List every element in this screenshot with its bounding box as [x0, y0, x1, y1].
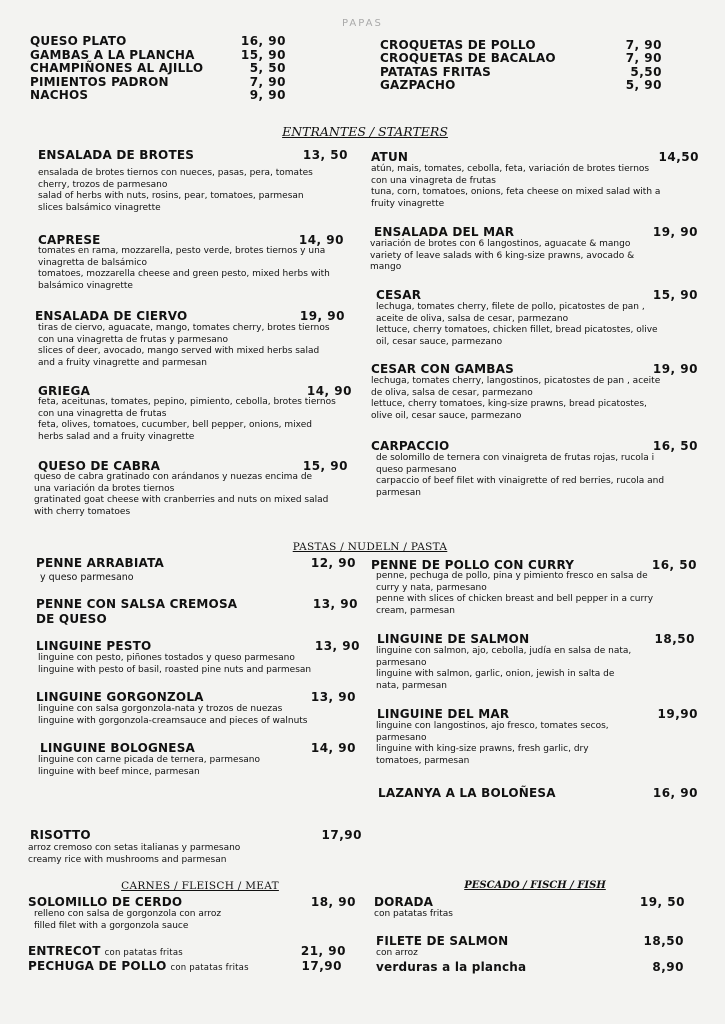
menu-item: PECHUGA DE POLLO con patatas fritas 17,90	[28, 959, 342, 973]
menu-item: QUESO PLATO 16, 90	[30, 34, 286, 48]
item-description: atún, mais, tomates, cebolla, feta, variación de brotes tiernos con una vinagreta de frutas tuna, corn, tomatoes, onions, feta cheese on mixed salad with a fruity vinagrette	[371, 164, 661, 209]
menu-item: CROQUETAS DE BACALAO 7, 90	[380, 51, 662, 65]
menu-item: CESAR 15, 90	[376, 288, 698, 302]
item-description: lechuga, tomates cherry, langostinos, picatostes de pan , aceite de oliva, salsa de cesar, parmezano lettuce, cherry tomatoes, king-size prawns, bread picatostes, olive oil, cesar sauce, parmezano	[371, 376, 661, 421]
menu-item: ENTRECOT con patatas fritas 21, 90	[28, 944, 346, 958]
menu-item: CHAMPIÑONES AL AJILLO 5, 50	[30, 61, 286, 75]
item-description: linguine con carne picada de ternera, parmesano linguine with beef mince, parmesan	[38, 755, 261, 777]
menu-item: DORADA 19, 50	[374, 895, 685, 909]
item-description: lechuga, tomates cherry, filete de pollo, picatostes de pan , aceite de oliva, salsa de cesar, parmezano lettuce, cherry tomatoes, chicken fillet, bread picatostes, olive oil, cesar sauce, parmezano	[376, 302, 658, 347]
item-description: y queso parmesano	[40, 572, 134, 583]
section-title-starters: ENTRANTES / STARTERS	[282, 124, 448, 139]
menu-item: LINGUINE PESTO 13, 90	[36, 639, 360, 653]
item-description: linguine con langostinos, ajo fresco, tomates secos, parmesano linguine with king-size prawns, fresh garlic, dry tomatoes, parmesan	[376, 721, 609, 766]
item-description: con patatas fritas	[374, 909, 453, 919]
menu-item: NACHOS 9, 90	[30, 88, 286, 102]
menu-item: GAMBAS A LA PLANCHA 15, 90	[30, 48, 286, 62]
menu-item: GRIEGA 14, 90	[38, 384, 352, 398]
menu-item: LAZANYA A LA BOLOÑESA 16, 90	[378, 786, 698, 800]
menu-item: SOLOMILLO DE CERDO 18, 90	[28, 895, 356, 909]
menu-item: ENSALADA DE CIERVO 19, 90	[35, 309, 345, 323]
section-title-pastas: PASTAS / NUDELN / PASTA	[292, 541, 448, 553]
menu-item: PENNE CON SALSA CREMOSA DE QUESO 13, 90	[36, 597, 358, 626]
menu-item: LINGUINE DE SALMON 18,50	[377, 632, 695, 646]
item-description: con arroz	[376, 948, 418, 958]
menu-item: ENSALADA DEL MAR 19, 90	[374, 225, 698, 239]
menu-item: PENNE ARRABIATA 12, 90	[36, 556, 356, 570]
menu-item: verduras a la plancha 8,90	[376, 960, 684, 974]
item-description: feta, aceitunas, tomates, pepino, pimiento, cebolla, brotes tiernos con una vinagretta de frutas feta, olives, tomatoes, cucumber, bell pepper, onions, mixed herbs salad and a fruity vinagrette	[38, 397, 336, 442]
menu-item: LINGUINE GORGONZOLA 13, 90	[36, 690, 356, 704]
menu-item: CAPRESE 14, 90	[38, 233, 344, 247]
menu-item: CARPACCIO 16, 50	[371, 439, 698, 453]
menu-item: CROQUETAS DE POLLO 7, 90	[380, 38, 662, 52]
item-description: tiras de ciervo, aguacate, mango, tomates cherry, brotes tiernos con una vinagretta de frutas y parmesano slices of deer, avocado, mango served with mixed herbs salad and a fruity vinagrette and parmesan	[38, 323, 330, 368]
menu-item: PENNE DE POLLO CON CURRY 16, 50	[371, 558, 697, 572]
menu-item: LINGUINE DEL MAR 19,90	[377, 707, 698, 721]
item-description: tomates en rama, mozzarella, pesto verde, brotes tiernos y una vinagretta de balsámico tomatoes, mozzarella cheese and green pesto, mixed herbs with balsámico vinagrette	[38, 246, 330, 291]
menu-item: LINGUINE BOLOGNESA 14, 90	[40, 741, 356, 755]
item-description: arroz cremoso con setas italianas y parmesano creamy rice with mushrooms and parmesan	[28, 843, 241, 865]
item-description: queso de cabra gratinado con arándanos y nuezas encima de una variación da brotes tiernos gratinated goat cheese with cranberries and nuts on mixed salad with cherry tomatoes	[34, 472, 329, 517]
menu-item: ATUN 14,50	[371, 150, 699, 164]
menu-item: FILETE DE SALMON 18,50	[376, 934, 684, 948]
item-description: variación de brotes con 6 langostinos, aguacate & mango variety of leave salads with 6 king-size prawns, avocado & mango	[370, 239, 635, 273]
item-description: linguine con pesto, piñones tostados y queso parmesano linguine with pesto of basil, roasted pine nuts and parmesan	[38, 653, 312, 675]
item-description: ensalada de brotes tiernos con nueces, pasas, pera, tomates cherry, trozos de parmesano salad of herbs with nuts, rosins, pear, tomatoes, parmesan slices balsámico vinagrette	[38, 168, 313, 213]
menu-item: QUESO DE CABRA 15, 90	[38, 459, 348, 473]
menu-item: PATATAS FRITAS 5,50	[380, 65, 662, 79]
item-description: linguine con salmon, ajo, cebolla, judía en salsa de nata, parmesano linguine with salmon, garlic, onion, jewish in salta de nata, parmesan	[376, 646, 632, 691]
top-mark: PAPAS	[342, 18, 383, 29]
item-description: linguine con salsa gorgonzola-nata y trozos de nuezas linguine with gorgonzola-creamsauce and pieces of walnuts	[38, 704, 308, 726]
item-description: de solomillo de ternera con vinaigreta de frutas rojas, rucola i queso parmesano carpaccio of beef filet with vinaigrette of red berries, rucola and parmesan	[376, 453, 665, 498]
menu-item: CESAR CON GAMBAS 19, 90	[371, 362, 698, 376]
menu-item: PIMIENTOS PADRON 7, 90	[30, 75, 286, 89]
menu-item: GAZPACHO 5, 90	[380, 78, 662, 92]
menu-item: RISOTTO 17,90	[30, 828, 362, 842]
menu-item: ENSALADA DE BROTES 13, 50	[38, 148, 348, 162]
item-description: relleno con salsa de gorgonzola con arroz filled filet with a gorgonzola sauce	[34, 909, 222, 931]
item-description: penne, pechuga de pollo, pina y pimiento fresco en salsa de curry y nata, parmesano penne with slices of chicken breast and bell pepper in a curry cream, parmesan	[376, 571, 654, 616]
section-title-meat: CARNES / FLEISCH / MEAT	[121, 880, 279, 892]
section-title-fish: PESCADO / FISCH / FISH	[464, 880, 606, 891]
